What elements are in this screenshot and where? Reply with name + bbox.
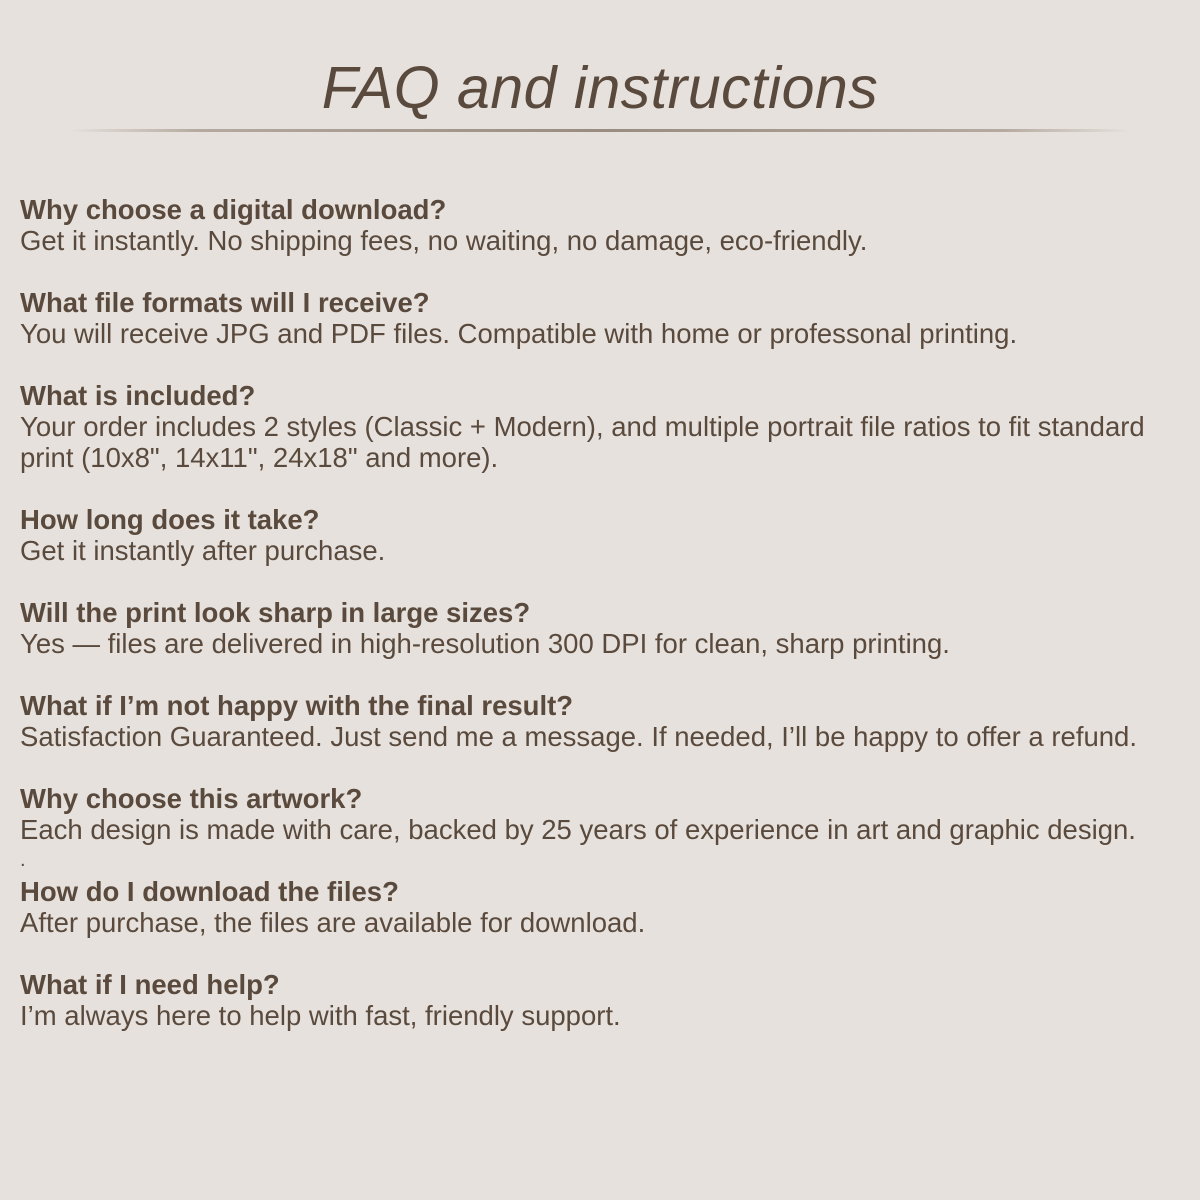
faq-answer: Your order includes 2 styles (Classic + Modern), and multiple portrait file ratios to fit standard print (10x8", 14x11", 24x18" and more). — [20, 411, 1145, 473]
faq-question: Will the print look sharp in large sizes? — [20, 597, 531, 628]
faq-item-satisfaction — [20, 690, 1185, 752]
faq-answer: I’m always here to help with fast, friendly support. — [20, 1000, 621, 1031]
faq-question: What file formats will I receive? — [20, 287, 430, 318]
faq-answer: You will receive JPG and PDF files. Compatible with home or professonal printing. — [20, 318, 1018, 349]
faq-question: What if I need help? — [20, 969, 280, 1000]
faq-question: Why choose this artwork? — [20, 783, 363, 814]
faq-list — [20, 194, 1185, 1062]
faq-answer: Satisfaction Guaranteed. Just send me a message. If needed, I’ll be happy to offer a refund. — [20, 721, 1137, 752]
faq-question: Why choose a digital download? — [20, 194, 447, 225]
faq-answer: Yes — files are delivered in high-resolution 300 DPI for clean, sharp printing. — [20, 628, 950, 659]
faq-item-print-sharpness — [20, 597, 1185, 659]
faq-question: What if I’m not happy with the final result? — [20, 690, 574, 721]
faq-item-file-formats — [20, 287, 1185, 349]
faq-answer: After purchase, the files are available for download. — [20, 907, 646, 938]
faq-question: How do I download the files? — [20, 876, 399, 907]
title-divider — [70, 129, 1130, 132]
faq-item-why-artwork — [20, 783, 1185, 876]
faq-item-download-files — [20, 876, 1185, 938]
faq-item-need-help — [20, 969, 1185, 1031]
faq-item-included — [20, 380, 1185, 473]
faq-item-digital-download — [20, 194, 1185, 256]
page-title: FAQ and instructions — [321, 54, 879, 121]
faq-answer: Get it instantly. No shipping fees, no waiting, no damage, eco-friendly. — [20, 225, 868, 256]
faq-question: What is included? — [20, 380, 256, 411]
faq-item-how-long — [20, 504, 1185, 566]
faq-answer: Each design is made with care, backed by 25 years of experience in art and graphic design. — [20, 814, 1136, 845]
faq-question: How long does it take? — [20, 504, 320, 535]
trailing-period: . — [20, 849, 26, 871]
faq-answer: Get it instantly after purchase. — [20, 535, 386, 566]
